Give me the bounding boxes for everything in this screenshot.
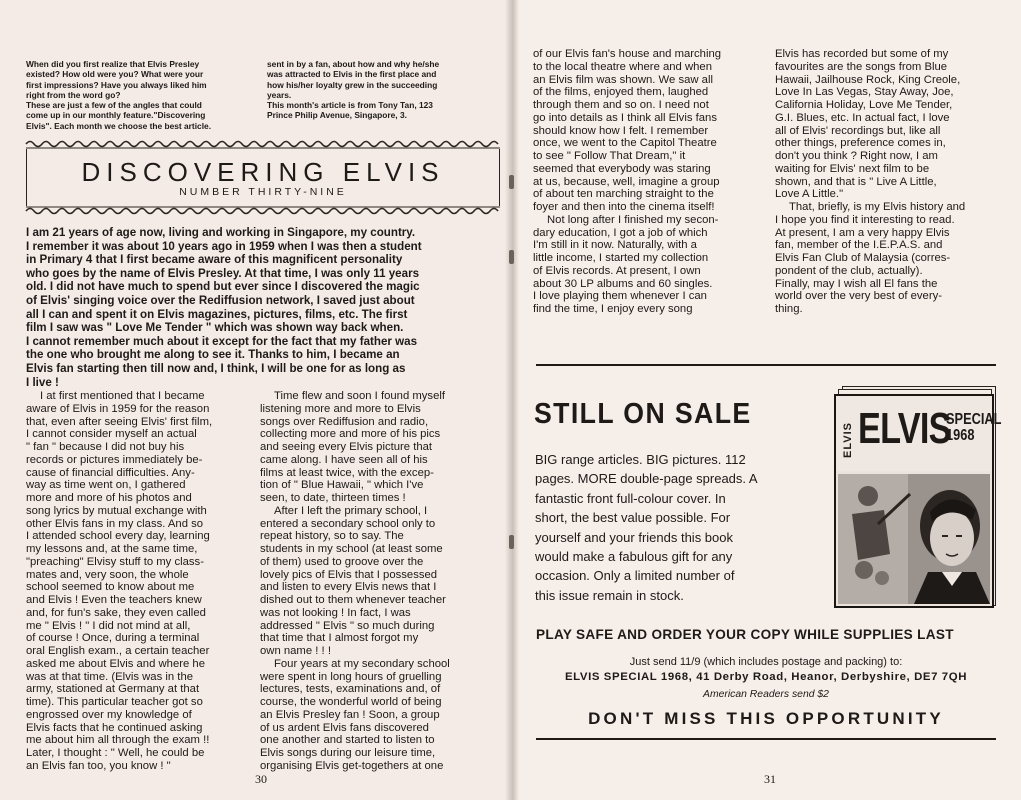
lead-line: old. I did not have much to spend but ever since I discovered the magic [26,280,420,294]
article-line: were spent in long hours of gruelling [260,670,442,683]
article-line: of them) used to groove over the [260,555,424,568]
article-line: came along. I have seen all of his [260,453,428,466]
ad-body-line: this issue remain in stock. [535,587,684,603]
article-line: find the time, I enjoy every song [533,303,693,315]
article-line: entered a secondary school only to [260,517,436,530]
article-line: Later, I thought : " Well, he could be [26,747,205,759]
article-line: through them and so on. I need not [533,99,709,111]
intro-line: come up in our monthly feature."Discovering [26,110,206,121]
intro-line: right from the word go? [26,89,121,100]
article-line: asked me about Elvis and where he [26,657,205,670]
article-line: don't you think ? Right now, I am [775,150,938,162]
article-line: Love In Las Vegas, Stay Away, Joe, [775,86,954,99]
article-subtitle: NUMBER THIRTY-NINE [179,186,347,198]
lead-line: film I saw was " Love Me Tender " which was shown way back when. [26,321,404,335]
article-line: oral English exam., a certain teacher [26,645,210,657]
lead-line: I am 21 years of age now, living and working in Singapore, my country. [26,226,416,239]
article-line: shown, and that is " Live A Little, [775,175,937,188]
article-line: and seeing every Elvis picture that [260,441,433,453]
article-line: dished out to them whenever teacher [260,594,446,606]
staple-bottom [509,535,514,549]
article-line: at us, because, well, imagine a group [533,175,720,188]
article-line: collecting more and more of his pics [260,428,441,441]
article-line: all of Elvis' recordings but, like all [775,124,941,137]
staple-top [509,175,514,189]
article-line: foyer and then into the cinema itself! [533,201,715,213]
article-line: way as time went on, I gathered [26,479,186,492]
article-line: songs over Rediffusion and radio, [260,415,429,428]
article-line: an Elvis Presley fan ! Soon, a group [260,708,440,721]
article-line: an Elvis fan too, you know ! " [26,759,171,772]
article-line: Elvis facts that he continued asking [26,721,203,734]
ad-body-line: fantastic front full-colour cover. In [535,490,726,506]
article-line: G.I. Blues, etc. In actual fact, I love [775,111,950,124]
intro-line: When did you first realize that Elvis Presley [26,59,200,69]
article-line: mates and, very soon, the whole [26,568,189,581]
article-line: waiting for Elvis' next film to be [775,162,930,175]
ad-body-line: pages. MORE double-page spreads. A [535,471,758,487]
article-line: should know how I felt. I remember [533,124,709,137]
article-line: to see " Follow That Dream," it [533,150,686,162]
page-number-left: 30 [255,772,267,786]
article-line: me " Elvis ! " I did not mind at all, [26,619,191,632]
decorative-border-bottom [26,206,500,216]
ad-order-address: ELVIS SPECIAL 1968, 41 Derby Road, Heanor, Derbyshire, DE7 7QH [564,671,968,683]
ad-body-line: short, the best value possible. For [535,510,731,526]
elvis-special-book-image [834,386,1002,608]
article-line: California Holiday, Love Me Tender, [775,99,953,111]
ad-american-price: American Readers send $2 [703,689,829,700]
article-line: lectures, tests, examinations and, of [260,683,441,696]
article-line: that, even after seeing Elvis' first film, [26,415,213,428]
lead-line: I remember it was about 10 years ago in 1959 when I was then a student [26,239,422,253]
article-header [26,149,500,206]
article-line: more and more of his photos and [26,492,192,504]
article-line: organising Elvis get-togethers at one [260,759,444,772]
article-line: Elvis has recorded but some of my [775,48,949,60]
article-line: I attended school every day, learning [26,530,210,543]
article-line: one another and started to listen to [260,734,435,747]
article-line: pondent of the club, actually). [775,264,923,277]
article-line: that time that I almost forgot my [260,632,419,645]
cover-spine-text: ELVIS [842,422,854,458]
article-line: films at least twice, with the excep- [260,466,434,479]
lead-line: the one who brought me along to see it. Thanks to him, I became an [26,348,400,362]
intro-line: was attracted to Elvis in the first place and [267,69,437,80]
intro-line: first impressions? Have you always liked him [26,79,207,90]
ad-rule-top [536,364,996,366]
ad-body [535,450,825,605]
article-line: time). This particular teacher got so [26,696,203,708]
article-line: Time flew and soon I found myself [274,390,445,402]
intro-line: sent in by a fan, about how and why he/she [267,59,440,69]
article-line: After I left the primary school, I [274,504,428,517]
article-line: seen, to date, thirteen times ! [260,492,406,504]
cover-title: ELVIS [858,404,951,453]
article-line: repeat history, so to say. The [260,530,404,543]
article-line: I hope you find it interesting to read. [775,213,955,226]
article-column-1 [26,390,251,773]
decorative-border-top [26,139,500,149]
article-line: I cannot consider myself an actual [26,428,197,441]
article-line: listening more and more to Elvis [260,402,421,415]
ad-body-line: would make a fabulous gift for any [535,549,733,565]
ad-body-line: BIG range articles. BIG pictures. 112 [535,452,746,467]
article-line: of the films, enjoyed them, laughed [533,86,709,99]
article-line: go into details as I think all Elvis fans [533,111,717,124]
article-column-2 [260,390,493,773]
article-line: I at first mentioned that I became [40,390,205,402]
article-line: other things, preference comes in, [775,137,946,150]
article-line: Hawaii, Jailhouse Rock, King Creole, [775,73,961,86]
article-line: I love playing them whenever I can [533,290,707,303]
intro-line: These are just a few of the angles that could [26,100,202,111]
spine-gutter [505,0,519,800]
article-line: of Elvis records. At present, I own [533,264,701,277]
article-line: of about ten marching straight to the [533,188,714,201]
article-line: That, briefly, is my Elvis history and [789,201,966,213]
intro-line: Elvis". Each month we choose the best article. [26,120,212,131]
intro-line: years. [267,89,292,100]
intro-column-right [267,59,495,121]
lead-line: all I can and spent it on Elvis magazines, pictures, films, etc. The first [26,307,408,321]
lead-line: who goes by the name of Elvis Presley. At that time, I was only 11 years [26,266,420,280]
article-title: DISCOVERING ELVIS [81,157,445,187]
article-line: Love A Little." [775,188,844,201]
article-line: addressed " Elvis " so much during [260,619,435,632]
article-line: "preaching" Elvisy stuff to my class- [26,555,204,568]
article-line: was not looking ! In fact, I was [260,606,411,619]
article-line: favourites are the songs from Blue [775,60,948,73]
intro-column-left [26,59,258,131]
article-column-4 [775,48,996,316]
ad-tagline: PLAY SAFE AND ORDER YOUR COPY WHILE SUPPLIES LAST [536,627,954,642]
cover-special [946,412,1001,444]
page-number-right: 31 [764,772,776,786]
article-line: song lyrics by mutual exchange with [26,504,207,517]
staple-middle [509,250,514,264]
article-line: Elvis Fan Club of Malaysia (corres- [775,252,951,264]
article-line: tion of " Blue Hawaii, " which I've [260,479,424,492]
article-line: students in my school (at least some [260,543,443,555]
ad-body-line: yourself and your friends this book [535,529,733,545]
lead-line: I cannot remember much about it except for the fact that my father was [26,334,418,348]
article-line: At present, I am a very happy Elvis [775,226,950,239]
article-line: course, the wonderful world of being [260,696,442,708]
article-line: to the local theatre where and when [533,60,712,73]
article-line: lovely pics of Elvis that I possessed [260,568,438,581]
article-line: Not long after I finished my secon- [547,213,719,226]
article-line: about 30 LP albums and 60 singles. [533,277,713,290]
ad-heading: STILL ON SALE [534,398,752,430]
cover-year: 1968 [946,427,975,444]
article-line: " fan " because I did not buy his [26,441,185,453]
article-line: records or pictures immediately be- [26,453,203,466]
ad-price-instructions: Just send 11/9 (which includes postage and packing) to: [629,656,903,668]
article-column-3 [533,48,754,316]
article-line: of us ardent Elvis fans discovered [260,721,429,734]
intro-line: This month's article is from Tony Tan, 123 [267,100,433,111]
article-line: Four years at my secondary school [274,657,450,670]
lead-line: in Primary 4 that I first became aware of this magnificent personality [26,253,403,267]
article-line: and listen to every Elvis news that I [260,581,437,594]
article-line: Elvis songs during our leisure time, [260,747,436,759]
ad-body-line: occasion. Only a limited number of [535,568,735,584]
intro-line: Prince Philip Avenue, Singapore, 3. [267,110,407,121]
article-line: me about him all through the exam !! [26,734,210,747]
ad-closing-banner: DON'T MISS THIS OPPORTUNITY [588,709,944,728]
intro-line: how his/her loyalty grew in the succeeding [267,79,438,90]
article-line: own name ! ! ! [260,645,331,657]
article-line: fan, member of the I.E.P.A.S. and [775,239,943,252]
article-line: seemed that everybody was staring [533,162,711,175]
article-line: school seemed to know about me [26,581,195,594]
cover-photo [838,474,990,604]
article-line: of course ! Once, during a terminal [26,632,200,645]
article-line: little income, I started my collection [533,252,709,264]
article-line: dary education, I got a job of which [533,226,708,239]
article-line: Finally, may I wish all El fans the [775,277,938,290]
article-line: was at that time. (Elvis was in the [26,670,194,683]
article-line: other Elvis fans in my class. And so [26,517,204,530]
ad-rule-bottom [536,738,996,740]
article-line: once, we went to the Capitol Theatre [533,137,717,150]
book-cover [834,394,1002,608]
article-line: thing. [775,303,803,315]
intro-line: existed? How old were you? What were your [26,69,204,80]
lead-line: Elvis fan starting then till now and, I think, I will be one for as long as [26,361,406,375]
cover-special-word: SPECIAL [946,411,1002,428]
lead-line: of Elvis' singing voice over the Rediffusion network, I saved just about [26,293,415,307]
article-line: engrossed over my knowledge of [26,708,192,721]
article-line: and Elvis ! Even the teachers knew [26,594,202,606]
article-line: I'm still in it now. Naturally, with a [533,239,697,252]
article-line: aware of Elvis in 1959 for the reason [26,402,210,415]
article-line: cause of financial difficulties. Any- [26,466,195,479]
article-line: of our Elvis fan's house and marching [533,48,722,60]
article-line: my lessons and, at the same time, [26,543,198,555]
lead-line: I live ! [26,375,59,389]
article-line: world over the very best of every- [775,290,943,303]
article-line: army, stationed at Germany at that [26,683,200,696]
article-line: and, for fun's sake, they even called [26,606,206,619]
article-lead [26,226,500,389]
article-line: an Elvis film was shown. We saw all [533,73,713,86]
